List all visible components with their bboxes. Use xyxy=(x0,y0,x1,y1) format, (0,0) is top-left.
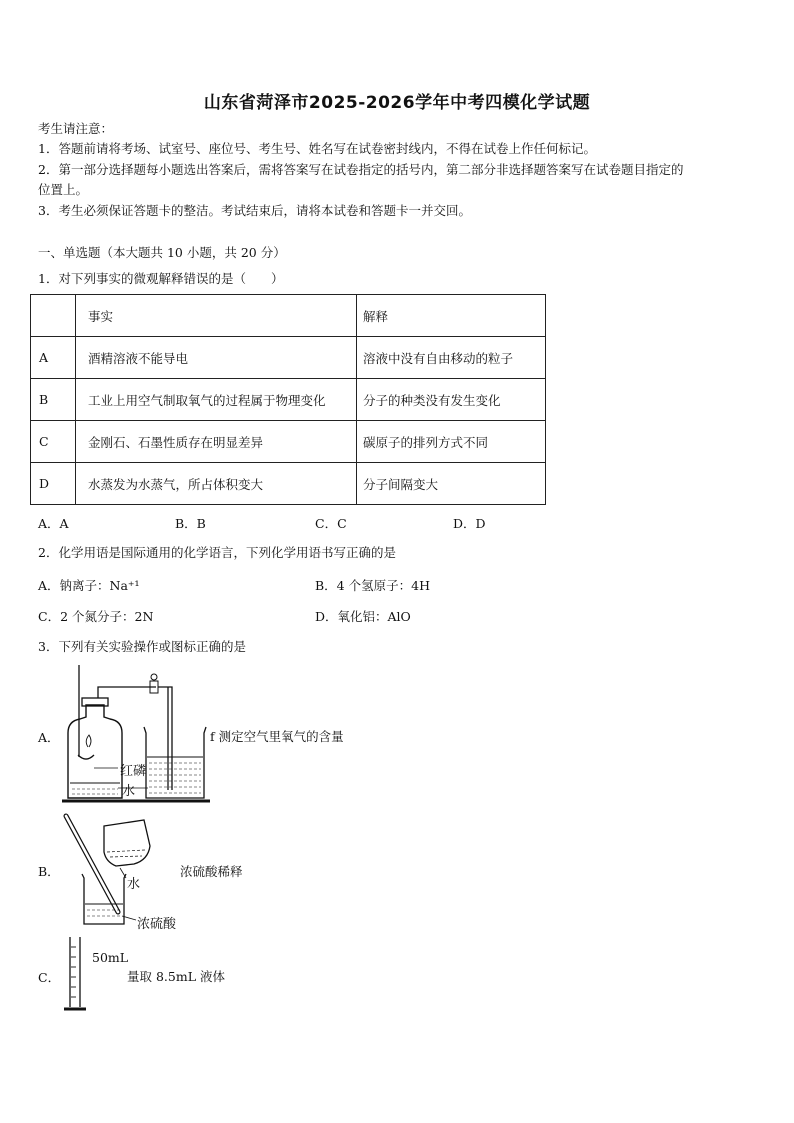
table-cell xyxy=(31,295,76,337)
pouring-beaker xyxy=(104,820,150,866)
row-explain: 溶液中没有自由移动的粒子 xyxy=(357,337,546,379)
table-row xyxy=(31,337,546,379)
row-fact: 金刚石、石墨性质存在明显差异 xyxy=(76,421,357,463)
q1-option-b: B．B xyxy=(175,516,206,531)
notice-item-2-cont: 位置上。 xyxy=(38,182,89,197)
section-heading: 一、单选题（本大题共 10 小题，共 20 分） xyxy=(38,245,286,260)
page-title: 山东省菏泽市2025-2026学年中考四模化学试题 xyxy=(203,93,591,113)
q3-option-b-caption: 浓硫酸稀释 xyxy=(180,864,243,879)
label-water-b: 水 xyxy=(127,877,141,892)
q3-option-a-caption: f 测定空气里氧气的含量 xyxy=(210,729,344,744)
q1-option-d: D．D xyxy=(453,516,486,531)
label-red-phosphorus: 红磷 xyxy=(120,764,147,779)
row-letter: A xyxy=(31,337,76,379)
row-explain: 分子的种类没有发生变化 xyxy=(357,379,546,421)
row-fact: 酒精溶液不能导电 xyxy=(76,337,357,379)
q1-option-c: C．C xyxy=(315,516,347,531)
q2-option-c: C．2 个氮分子：2N xyxy=(38,609,154,624)
q1-option-a: A．A xyxy=(38,516,69,531)
flame xyxy=(86,735,91,747)
q2-option-b: B．4 个氢原子：4H xyxy=(315,578,430,593)
row-fact: 水蒸发为水蒸气，所占体积变大 xyxy=(76,463,357,505)
oxygen-apparatus-diagram xyxy=(58,665,213,805)
q2-stem: 2．化学用语是国际通用的化学语言，下列化学用语书写正确的是 xyxy=(38,545,396,560)
delivery-tube xyxy=(158,687,172,790)
row-explain: 分子间隔变大 xyxy=(357,463,546,505)
row-letter: D xyxy=(31,463,76,505)
row-explain: 碳原子的排列方式不同 xyxy=(357,421,546,463)
q1-table xyxy=(30,294,546,505)
table-row xyxy=(31,379,546,421)
clip-knob xyxy=(151,674,157,680)
table-header-fact: 事实 xyxy=(76,295,357,337)
q3-option-c-letter: C． xyxy=(38,970,61,985)
q3-stem: 3．下列有关实验操作或图标正确的是 xyxy=(38,639,246,654)
notice-item-1: 1．答题前请将考场、试室号、座位号、考生号、姓名写在试卷密封线内，不得在试卷上作任何标记。 xyxy=(38,141,596,156)
notice-item-3: 3．考生必须保证答题卡的整洁。考试结束后，请将本试卷和答题卡一并交回。 xyxy=(38,203,471,218)
q3-option-a-letter: A． xyxy=(38,730,60,745)
row-fact: 工业上用空气制取氧气的过程属于物理变化 xyxy=(76,379,357,421)
beaker xyxy=(144,727,206,798)
row-letter: B xyxy=(31,379,76,421)
q3-option-c-caption: 量取 8.5mL 液体 xyxy=(127,969,225,984)
table-header-row xyxy=(31,295,546,337)
table-header-explain: 解释 xyxy=(357,295,546,337)
table-row xyxy=(31,421,546,463)
row-letter: C xyxy=(31,421,76,463)
graduated-cylinder-diagram xyxy=(62,935,92,1015)
label-conc-acid: 浓硫酸 xyxy=(137,917,177,932)
combustion-spoon xyxy=(78,755,94,759)
q3-option-b-letter: B． xyxy=(38,864,60,879)
connecting-tube xyxy=(98,687,156,698)
q2-option-a: A．钠离子：Na⁺¹ xyxy=(38,578,140,593)
q2-option-d: D．氧化铝：AlO xyxy=(315,609,411,624)
label-water-a: 水 xyxy=(122,784,136,799)
label-cylinder-capacity: 50mL xyxy=(92,950,129,965)
q1-stem: 1．对下列事实的微观解释错误的是（ ） xyxy=(38,271,284,286)
notice-heading: 考生请注意： xyxy=(38,121,114,136)
table-row xyxy=(31,463,546,505)
bottle xyxy=(68,705,122,798)
notice-item-2: 2．第一部分选择题每小题选出答案后，需将答案写在试卷指定的括号内，第二部分非选择题答案写在试卷题目指定的 xyxy=(38,162,684,177)
